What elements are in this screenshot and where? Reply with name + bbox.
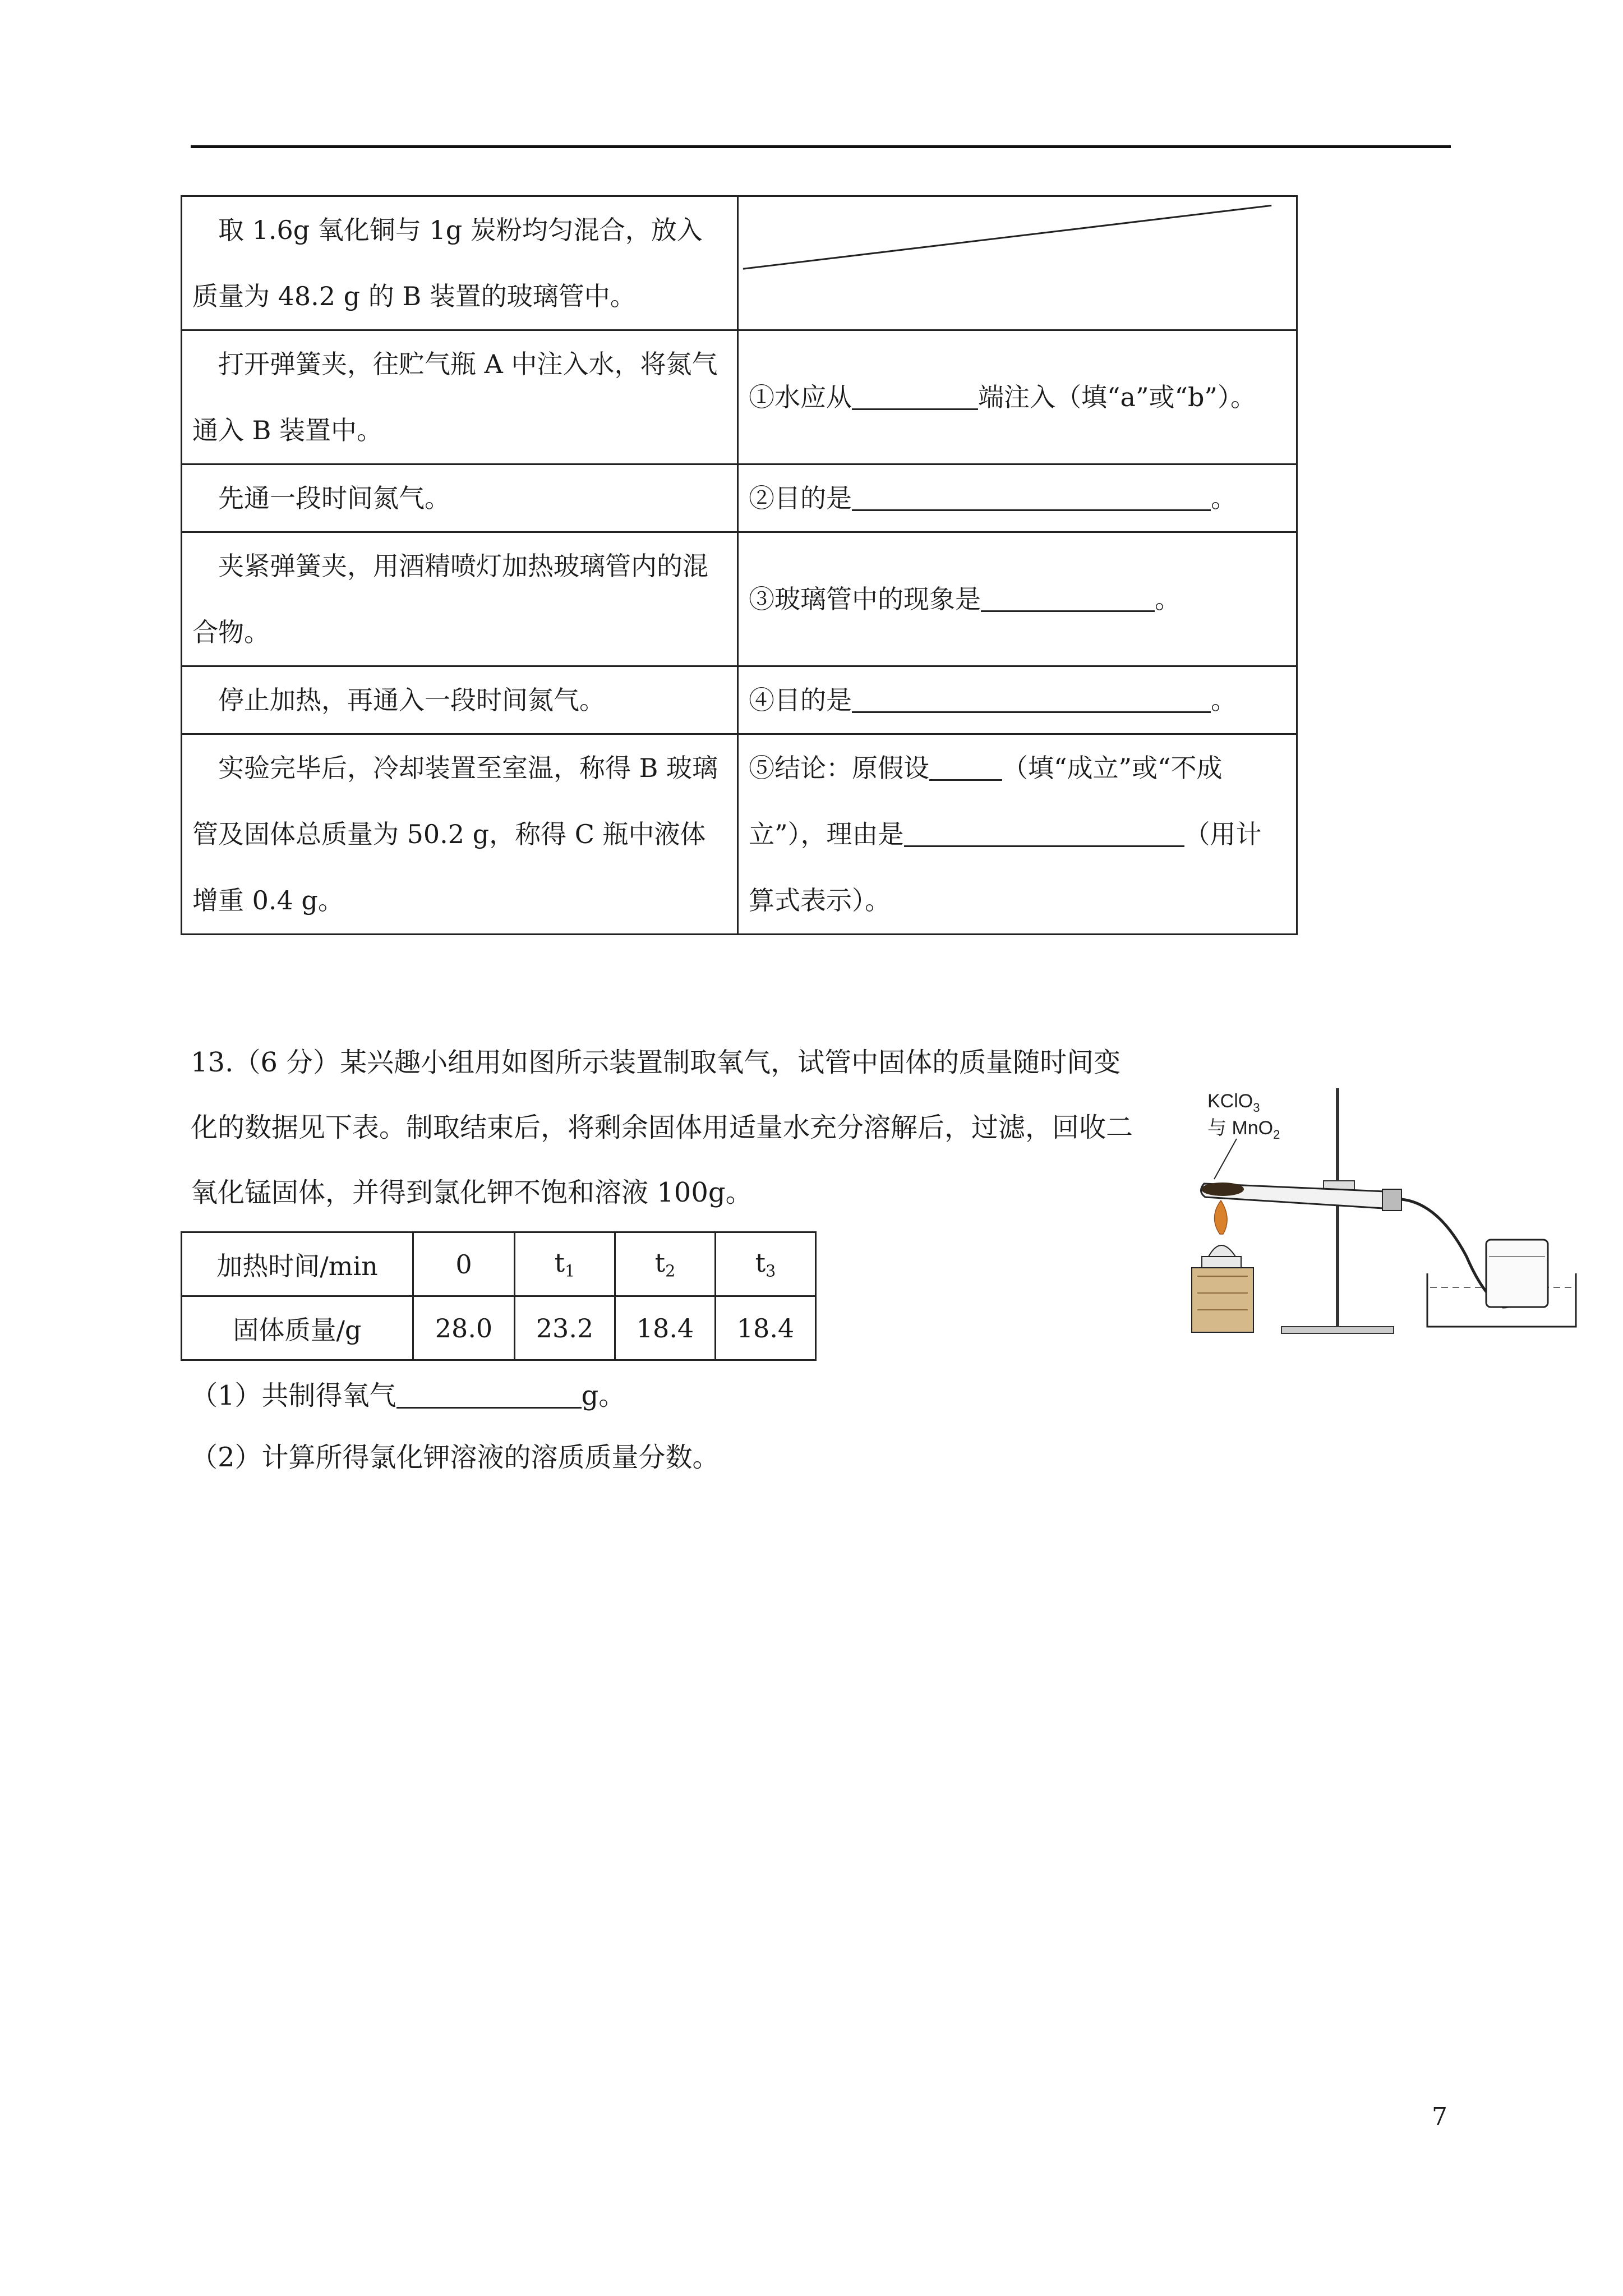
- answer-blank[interactable]: [852, 383, 978, 410]
- table-cell: 18.4: [615, 1296, 716, 1360]
- table-cell: 0: [413, 1232, 515, 1296]
- question-cell: ④目的是 。: [738, 666, 1297, 734]
- table-row: [182, 734, 1297, 935]
- table-row: [182, 1296, 816, 1360]
- table-cell: $t_2$: [615, 1232, 716, 1296]
- question-cell: ⑤结论：原假设 （填“成立”或“不成立”），理由是 （用计算式表示）。: [738, 734, 1297, 935]
- table-row: [182, 464, 1297, 532]
- question-cell: ①水应从 端注入（填“a”或“b”）。: [738, 330, 1297, 464]
- sub-question-2: （2）计算所得氯化钾溶液的溶质质量分数。: [191, 1442, 720, 1473]
- empty-cell-crossed: [738, 196, 1297, 330]
- experiment-table: [181, 195, 1298, 935]
- step-cell: 打开弹簧夹，往贮气瓶 A 中注入水，将氮气通入 B 装置中。: [182, 330, 738, 464]
- figure-label-mno2: 与 MnO$_2$: [1207, 1117, 1280, 1142]
- diagonal-line: [739, 197, 1296, 329]
- sub-question-1: （1）共制得氧气 g。: [191, 1380, 626, 1411]
- table-cell: 23.2: [515, 1296, 615, 1360]
- answer-blank[interactable]: [396, 1380, 582, 1409]
- answer-blank[interactable]: [981, 585, 1155, 612]
- row-header: 固体质量/g: [182, 1296, 413, 1360]
- table-cell: $t_1$: [515, 1232, 615, 1296]
- mass-time-table: [181, 1231, 817, 1361]
- page-number: 7: [1432, 2102, 1447, 2131]
- table-cell: 18.4: [716, 1296, 816, 1360]
- step-cell: 夹紧弹簧夹，用酒精喷灯加热玻璃管内的混合物。: [182, 532, 738, 666]
- step-cell: 停止加热，再通入一段时间氮气。: [182, 666, 738, 734]
- oxygen-apparatus-figure: [1169, 1071, 1579, 1341]
- answer-blank[interactable]: [904, 820, 1184, 847]
- table-row: [182, 1232, 816, 1296]
- table-cell: $t_3$: [716, 1232, 816, 1296]
- table-row: [182, 196, 1297, 330]
- step-cell: 先通一段时间氮气。: [182, 464, 738, 532]
- table-row: [182, 532, 1297, 666]
- figure-label-kclo3: KClO$_3$: [1207, 1091, 1260, 1115]
- question-cell: ②目的是 。: [738, 464, 1297, 532]
- answer-blank[interactable]: [929, 753, 1002, 781]
- answer-blank[interactable]: [852, 685, 1211, 713]
- row-header: 加热时间/min: [182, 1232, 413, 1296]
- step-cell: 取 1.6g 氧化铜与 1g 炭粉均匀混合，放入质量为 48.2 g 的 B 装置的玻璃管中。: [182, 196, 738, 330]
- table-cell: 28.0: [413, 1296, 515, 1360]
- step-cell: 实验完毕后，冷却装置至室温，称得 B 玻璃管及固体总质量为 50.2 g，称得 C 瓶中液体增重 0.4 g。: [182, 734, 738, 935]
- table-row: [182, 330, 1297, 464]
- table-row: [182, 666, 1297, 734]
- question-cell: ③玻璃管中的现象是 。: [738, 532, 1297, 666]
- header-rule: [191, 145, 1451, 148]
- answer-blank[interactable]: [852, 484, 1211, 511]
- question-13-text: 13.（6 分）某兴趣小组用如图所示装置制取氧气，试管中固体的质量随时间变化的数据见下表。制取结束后，将剩余固体用适量水充分溶解后，过滤，回收二氧化锰固体，并得到氯化钾不饱和溶液 100g。: [191, 1047, 1133, 1208]
